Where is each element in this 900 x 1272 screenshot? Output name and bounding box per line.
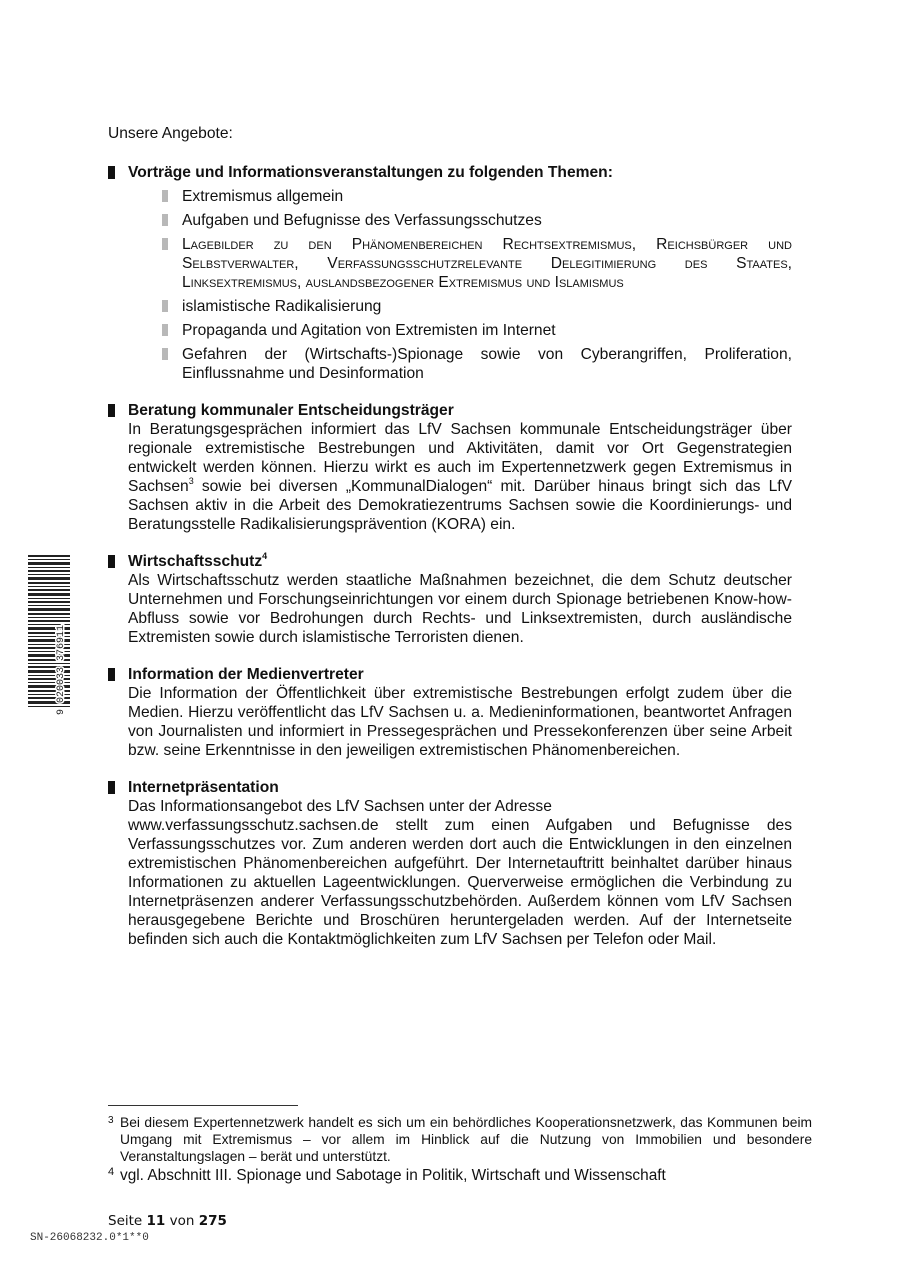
section-body: www.verfassungsschutz.sachsen.de stellt zum einen Aufgaben und Befugnisse des Verfassungsschutzes vor. Zum anderen werden dort auch die Entwicklungen in den einzelnen extremistischen Phänomenbereichen aufgeführt. Der Internetauftritt beinhaltet darüber hinaus Informationen zu aktuellen Lageentwicklungen. Querverweise ermöglichen die Verbindung zu Internetpräsenzen anderer Verfassungsschutzbehörden. Außerdem können vom LfV Sachsen herausgegebene Berichte und Broschüren heruntergeladen werden. Auf der Internetseite befinden sich auch die Kontaktmöglichkeiten zum LfV Sachsen per Telefon oder Mail. [128,817,792,948]
footnotes [108,1114,812,1185]
document-id: SN-26068232.0*1**0 [30,1232,149,1244]
section-heading: Beratung kommunaler Entscheidungsträger [108,401,792,420]
section-body: In Beratungsgesprächen informiert das LfV Sachsen kommunale Entscheidungsträger über regionale extremistische Bestrebungen und Aktivitäten, damit vor Ort Gegenstrategien entwickelt werden können. Hierzu wirkt es auch im Expertennetzwerk gegen Extremismus in Sachsen$^3$ sowie bei diversen „KommunalDialogen“ mit. Darüber hinaus bringt sich das LfV Sachsen aktiv in die Arbeit des Demokratiezentrums Sachsen sowie die Koordinierungs- und Beratungsstelle Radikalisierungsprävention (KORA) ein. [128,421,792,533]
section-heading: Internetpräsentation [108,778,792,797]
barcode [28,555,70,715]
footnote [108,1114,812,1165]
footnote-mark: 4 [108,1166,115,1178]
footnote-marker[interactable]: 3 [188,475,194,486]
bullet-square-icon [108,404,115,417]
list-item: Aufgaben und Befugnisse des Verfassungsschutzes [162,211,792,230]
bullet-square-icon [108,555,115,568]
bullet-square-icon [162,324,168,336]
bullet-square-icon [162,348,168,360]
page-content [108,124,792,967]
bullet-square-icon [162,238,168,250]
footnote-mark: 3 [108,1115,114,1126]
section-body: Die Information der Öffentlichkeit über extremistische Bestrebungen erfolgt zudem über die Medien. Hierzu veröffentlicht das LfV Sachsen u. a. Medieninformationen, beantwortet Anfragen von Journalisten und informiert in Pressegesprächen und Pressekonferenzen über seine Arbeit bzw. seine Erkenntnisse in den jeweiligen extremistischen Phänomenbereichen. [128,685,792,759]
section-beratung [108,401,792,534]
bullet-square-icon [108,668,115,681]
footnote-marker[interactable]: 4 [262,550,268,561]
section-heading: Wirtschaftsschutz$^4$ [108,552,792,571]
page-number: Seite 11 von 275 [108,1213,227,1229]
list-item: islamistische Radikalisierung [162,297,792,316]
bullet-square-icon [162,214,168,226]
list-item: Gefahren der (Wirtschafts-)Spionage sowie von Cyberangriffen, Proliferation, Einflussnahme und Desinformation [162,345,792,383]
bullet-square-icon [162,300,168,312]
section-body: Als Wirtschaftsschutz werden staatliche Maßnahmen bezeichnet, die dem Schutz deutscher Unternehmen und Forschungseinrichtungen vor einem durch Spionage betriebenen Know-how-Abfluss sowie vor Bedrohungen durch Rechts- und Linksextremisten, durch ausländische Extremisten sowie durch islamistische Terroristen dienen. [128,572,792,646]
section-heading: Vorträge und Informationsveranstaltungen zu folgenden Themen: [108,163,792,182]
topic-list [108,187,792,383]
list-item: Lagebilder zu den Phänomenbereichen Rechtsextremismus, Reichsbürger und Selbstverwalter, Verfassungsschutzrelevante Delegitimierung des Staates, Linksextremismus, auslandsbezogener Extremismus und Islamismus [162,235,792,292]
intro-heading: Unsere Angebote: [108,125,233,142]
section-medien [108,665,792,760]
section-wirtschaftsschutz [108,552,792,647]
footnote [108,1166,812,1185]
footnote-text: vgl. Abschnitt III. Spionage und Sabotage in Politik, Wirtschaft und Wissenschaft [120,1167,666,1184]
barcode-number: 9 020033 376911 [56,624,67,715]
section-heading: Information der Medienvertreter [108,665,792,684]
list-item: Propaganda und Agitation von Extremisten im Internet [162,321,792,340]
section-internet [108,778,792,949]
footnote-divider [108,1105,298,1106]
bullet-square-icon [108,166,115,179]
section-vortraege [108,163,792,383]
list-item: Extremismus allgemein [162,187,792,206]
footnote-text: Bei diesem Expertennetzwerk handelt es sich um ein behördliches Kooperationsnetzwerk, das Kommunen beim Umgang mit Extremismus – vor allem im Hinblick auf die Nutzung von Immobilien und besondere Veranstaltungslagen – berät und unterstützt. [120,1115,812,1164]
bullet-square-icon [108,781,115,794]
bullet-square-icon [162,190,168,202]
section-body-line: Das Informationsangebot des LfV Sachsen unter der Adresse [128,798,552,815]
